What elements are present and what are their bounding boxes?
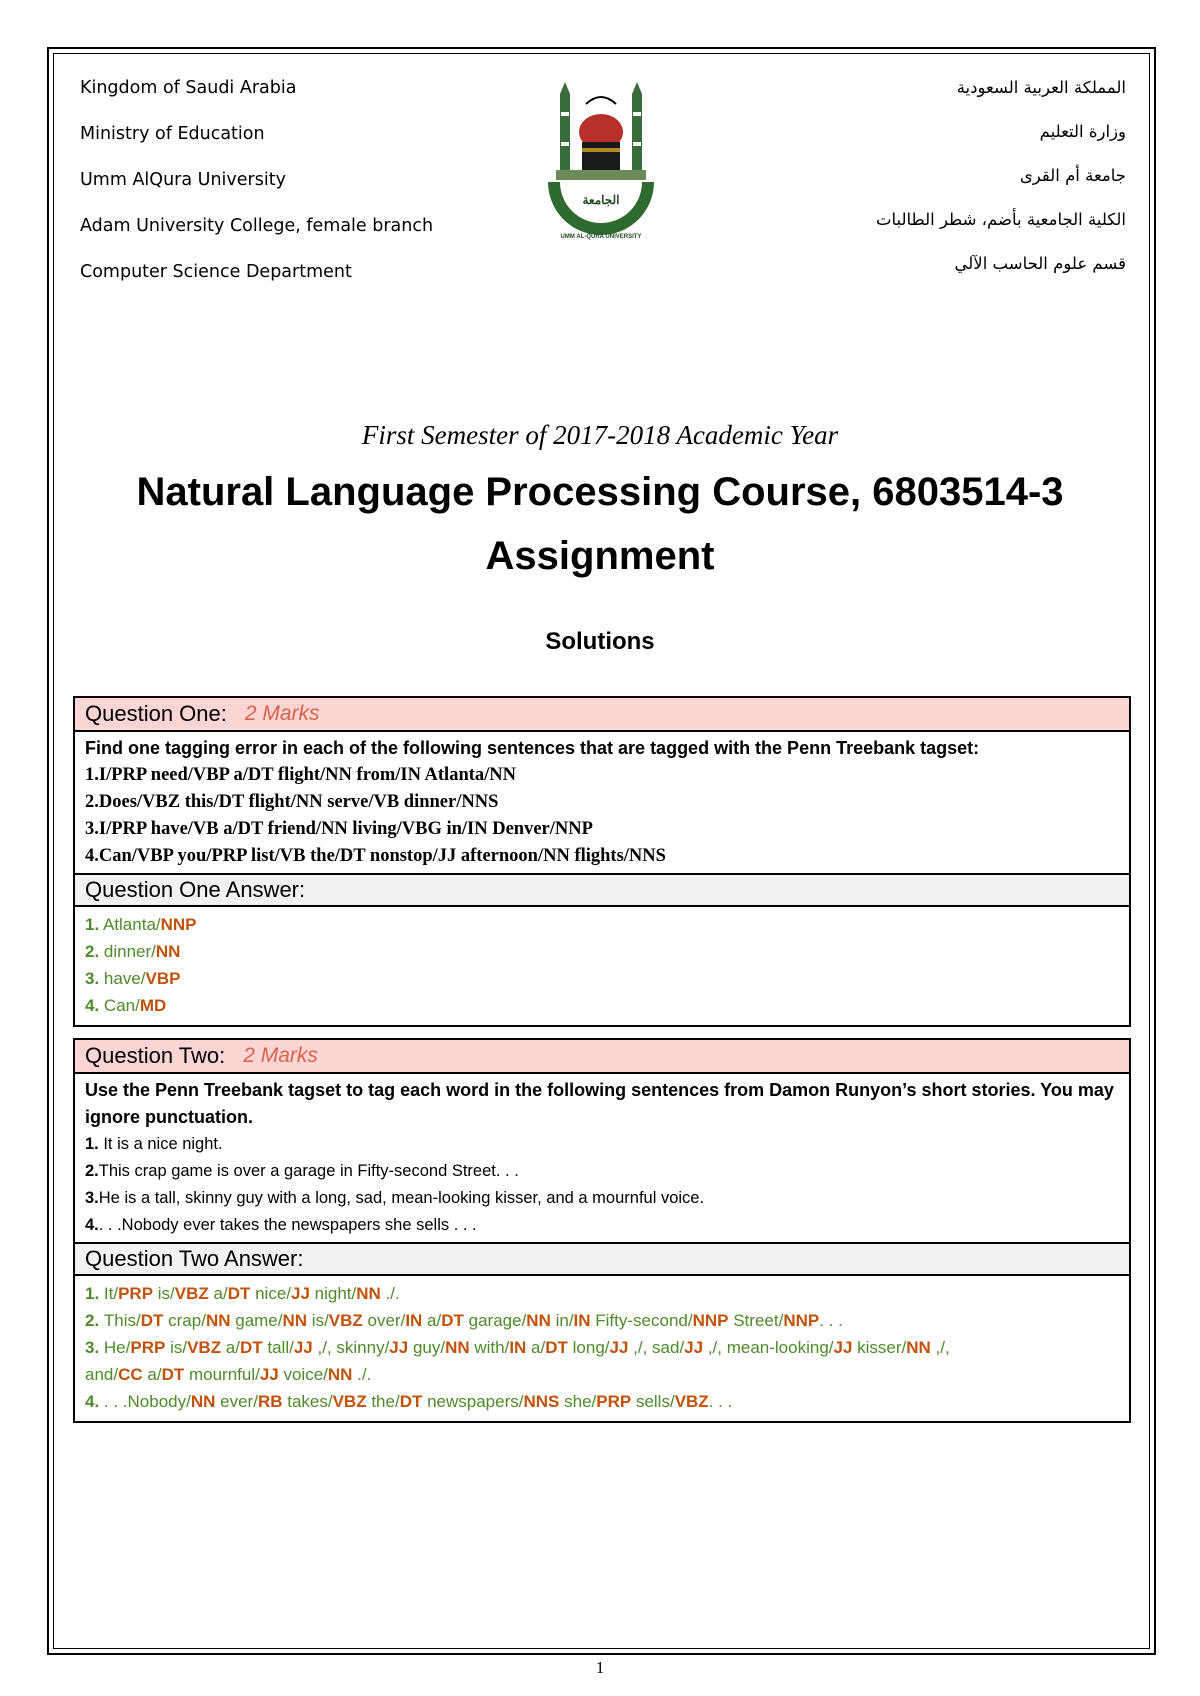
question-two-intro: Use the Penn Treebank tagset to tag each word in the following sentences from Damon Runyon’s short stories. You may ignore punctuation. [85, 1080, 1114, 1127]
answer-tag: PRP [596, 1392, 632, 1411]
sentence-num: 1. [85, 1135, 99, 1153]
question-one-marks: 2 Marks [244, 702, 320, 725]
sentence-num: 2. [85, 1162, 99, 1180]
answer-word: a/ [422, 1311, 442, 1330]
answer-tag: CC [118, 1365, 143, 1384]
answer-word: crap/ [163, 1311, 206, 1330]
answer-tag: DT [140, 1311, 164, 1330]
answer-tag: DT [227, 1284, 251, 1303]
answer-word: . . . [708, 1392, 733, 1411]
assignment-heading: Assignment [485, 534, 715, 578]
logo-ring-text: UMM AL-QURA UNIVERSITY [560, 234, 642, 240]
answer-word: a/ [221, 1338, 240, 1357]
page-number: 1 [595, 1658, 605, 1677]
answer-tag: IN [509, 1338, 527, 1357]
answer-tag: IN [405, 1311, 423, 1330]
sentence-num: 3. [85, 1189, 99, 1207]
answer-tag: NNP [160, 915, 197, 934]
header-right-line: الكلية الجامعية بأضم، شطر الطالبات [875, 210, 1126, 229]
answer-word: tall/ [262, 1338, 294, 1357]
answer-word: Atlanta/ [99, 915, 161, 934]
question-one-sentence: 1.I/PRP need/VBP a/DT flight/NN from/IN Atlanta/NN [85, 765, 517, 785]
question-two-answer-header: Question Two Answer: [75, 1242, 1129, 1276]
header-left [80, 78, 433, 308]
answer-tag: RB [257, 1392, 283, 1411]
header-right [746, 78, 1126, 298]
answer-word: kisser/ [852, 1338, 907, 1357]
answer-word: takes/ [282, 1392, 333, 1411]
header-left-line: Ministry of Education [80, 124, 265, 144]
answer-num: 4. [85, 996, 100, 1015]
answer-tag: DT [399, 1392, 423, 1411]
answer-tag: JJ [293, 1338, 313, 1357]
question-two-sentence [85, 1212, 1119, 1239]
answer-tag: VBZ [187, 1338, 222, 1357]
answer-line [85, 911, 1119, 938]
answer-word: ,/, mean-looking/ [703, 1338, 834, 1357]
answer-tag: NNS [523, 1392, 560, 1411]
answer-word: mournful/ [184, 1365, 260, 1384]
answer-line [85, 1280, 1119, 1307]
answer-tag: NN [327, 1365, 353, 1384]
answer-tag: VBP [145, 969, 181, 988]
answer-word: ./. [352, 1365, 372, 1384]
answer-tag: JJ [259, 1365, 279, 1384]
answer-word: Can/ [99, 996, 140, 1015]
answer-tag: JJ [684, 1338, 704, 1357]
answer-word: . . . [819, 1311, 843, 1330]
answer-tag: PRP [130, 1338, 166, 1357]
sentence-text: It is a nice night. [98, 1135, 223, 1153]
question-one-answer-header: Question One Answer: [75, 873, 1129, 907]
answer-word: she/ [559, 1392, 597, 1411]
answer-word: dinner/ [99, 942, 156, 961]
answer-num: 1. [85, 1284, 104, 1303]
answer-num: 2. [85, 1311, 104, 1330]
answer-word: is/ [153, 1284, 175, 1303]
answer-word: in/ [550, 1311, 574, 1330]
answer-word: a/ [208, 1284, 228, 1303]
answer-tag: MD [139, 996, 167, 1015]
answer-tag: IN [573, 1311, 591, 1330]
answer-tag: JJ [609, 1338, 629, 1357]
answer-line [85, 992, 1119, 1019]
answer-tag: DT [239, 1338, 263, 1357]
header-left-line: Computer Science Department [80, 262, 352, 282]
question-one-intro: Find one tagging error in each of the following sentences that are tagged with the Penn Treebank tagset: [85, 738, 980, 758]
answer-tag: VBZ [332, 1392, 367, 1411]
answer-tag: DT [441, 1311, 464, 1330]
answer-word: This/ [103, 1311, 141, 1330]
answer-word: He/ [103, 1338, 131, 1357]
answer-word: ,/, [930, 1338, 950, 1357]
header-left-line: Umm AlQura University [80, 170, 286, 190]
answer-word: garage/ [463, 1311, 527, 1330]
question-two-answer-body [75, 1276, 1129, 1421]
answer-tag: PRP [118, 1284, 154, 1303]
question-one-sentence: 3.I/PRP have/VB a/DT friend/NN living/VBG in/IN Denver/NNP [85, 819, 593, 839]
answer-num: 3. [85, 1338, 104, 1357]
question-two-sentence [85, 1158, 1119, 1185]
university-logo [546, 82, 656, 242]
answer-line [85, 938, 1119, 965]
question-two-body [75, 1074, 1129, 1242]
answer-line [85, 1388, 1119, 1415]
solutions-heading: Solutions [545, 628, 655, 655]
answer-word: sells/ [631, 1392, 675, 1411]
answer-word: ever/ [215, 1392, 258, 1411]
answer-word: newspapers/ [422, 1392, 524, 1411]
answer-tag: NN [526, 1311, 551, 1330]
answer-tag: NN [445, 1338, 470, 1357]
answer-tag: VBZ [328, 1311, 363, 1330]
answer-num: 3. [85, 969, 100, 988]
answer-tag: NN [282, 1311, 308, 1330]
question-one-box [73, 696, 1131, 1027]
answer-word: voice/ [278, 1365, 328, 1384]
answer-word: ,/, sad/ [628, 1338, 685, 1357]
answer-word: It/ [103, 1284, 119, 1303]
question-two-sentence [85, 1185, 1119, 1212]
course-name: Natural Language Processing Course, 6803514-3 [136, 470, 1064, 514]
answer-line [85, 1334, 1119, 1361]
answer-line [85, 1361, 1119, 1388]
question-two-sentence [85, 1131, 1119, 1158]
header-right-line: المملكة العربية السعودية [956, 78, 1126, 97]
semester-title: First Semester of 2017-2018 Academic Year [361, 420, 839, 450]
answer-tag: NNP [692, 1311, 729, 1330]
answer-tag: NNP [783, 1311, 820, 1330]
header-left-line: Kingdom of Saudi Arabia [80, 78, 297, 98]
answer-tag: VBZ [174, 1284, 209, 1303]
sentence-num: 4. [85, 1216, 99, 1234]
answer-word: with/ [469, 1338, 510, 1357]
question-one-sentence: 2.Does/VBZ this/DT flight/NN serve/VB dinner/NNS [85, 792, 499, 812]
answer-word: have/ [99, 969, 146, 988]
header-right-line: قسم علوم الحاسب الآلي [954, 254, 1126, 273]
answer-tag: DT [161, 1365, 185, 1384]
question-two-header [75, 1040, 1129, 1074]
answer-tag: NN [356, 1284, 381, 1303]
answer-line [85, 1307, 1119, 1334]
course-title [0, 460, 1200, 588]
question-one-header [75, 698, 1129, 732]
answer-word: night/ [309, 1284, 357, 1303]
answer-word: ,/, skinny/ [312, 1338, 390, 1357]
question-two-box [73, 1038, 1131, 1423]
sentence-text: . . .Nobody ever takes the newspapers she sells . . . [98, 1216, 477, 1234]
question-one-sentence: 4.Can/VBP you/PRP list/VB the/DT nonstop/JJ afternoon/NN flights/NNS [85, 846, 666, 866]
answer-num: 2. [85, 942, 100, 961]
answer-num: 4. [85, 1392, 104, 1411]
answer-word: guy/ [408, 1338, 446, 1357]
answer-tag: JJ [291, 1284, 310, 1303]
answer-word: Fifty-second/ [590, 1311, 693, 1330]
answer-line [85, 965, 1119, 992]
answer-tag: VBZ [674, 1392, 709, 1411]
question-one-body [75, 732, 1129, 873]
answer-tag: NN [155, 942, 181, 961]
answer-num: 1. [85, 915, 100, 934]
answer-word: long/ [567, 1338, 610, 1357]
answer-word: a/ [526, 1338, 546, 1357]
answer-word: a/ [142, 1365, 162, 1384]
answer-word: nice/ [250, 1284, 291, 1303]
question-one-label: Question One: [85, 701, 227, 726]
answer-word: and/ [85, 1365, 119, 1384]
answer-word: the/ [366, 1392, 400, 1411]
answer-word: game/ [230, 1311, 283, 1330]
answer-word: is/ [307, 1311, 329, 1330]
answer-word: Street/ [728, 1311, 784, 1330]
answer-tag: DT [545, 1338, 568, 1357]
answer-tag: JJ [389, 1338, 409, 1357]
answer-tag: NN [906, 1338, 931, 1357]
question-two-label: Question Two: [85, 1043, 226, 1068]
answer-word: ./. [380, 1284, 400, 1303]
answer-tag: NN [205, 1311, 231, 1330]
header-right-line: وزارة التعليم [1039, 122, 1126, 141]
answer-tag: JJ [833, 1338, 853, 1357]
answer-tag: NN [190, 1392, 216, 1411]
header-right-line: جامعة أم القرى [1019, 166, 1126, 185]
header-left-line: Adam University College, female branch [80, 216, 434, 236]
svg-text:الجامعة: الجامعة [582, 193, 620, 207]
answer-word: over/ [362, 1311, 406, 1330]
question-two-marks: 2 Marks [243, 1044, 318, 1067]
answer-word: is/ [165, 1338, 188, 1357]
sentence-text: He is a tall, skinny guy with a long, sad, mean-looking kisser, and a mournful voice. [98, 1189, 705, 1207]
sentence-text: This crap game is over a garage in Fifty-second Street. . . [98, 1162, 519, 1180]
answer-word: . . .Nobody/ [103, 1392, 191, 1411]
question-one-answer-body [75, 907, 1129, 1025]
